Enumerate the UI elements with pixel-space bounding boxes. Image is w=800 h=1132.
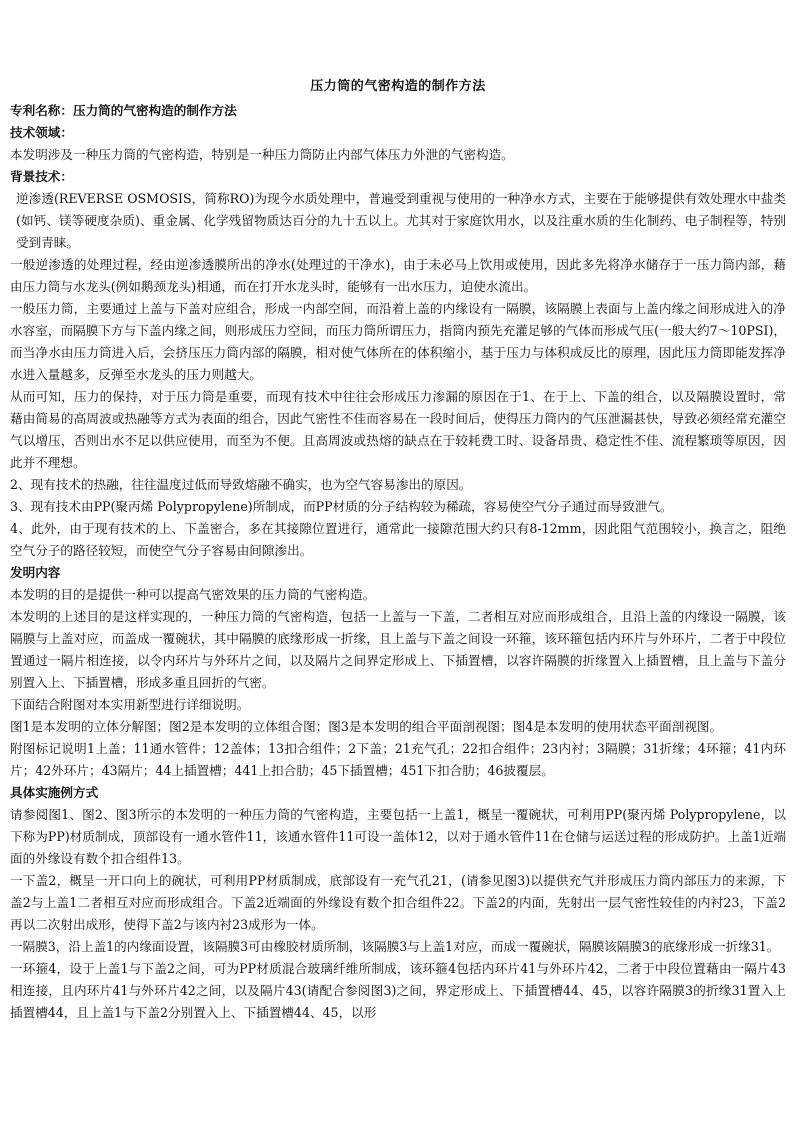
invention-paragraph: 本发明的上述目的是这样实现的，一种压力筒的气密构造，包括一上盖与一下盖，二者相互对应而形成组合，且沿上盖的内缘设一隔膜，该隔膜与上盖对应，而盖成一覆碗状，其中隔膜的底缘形成一折缘，且上盖与下盖之间设一环箍，该环箍包括内环片与外环片，二者于中段位置通过一隔片相连接，以令内环片与外环片之间，以及隔片之间界定形成上、下插置槽，以容许隔膜的折缘置入上插置槽，且上盖与下盖分别置入上、下插置槽，形成多重且回折的气密。: [10, 609, 786, 690]
embodiment-heading: 具体实施例方式: [10, 785, 99, 800]
background-paragraph: 逆渗透(REVERSE OSMOSIS，简称RO)为现今水质处理中，普遍受到重视与使用的一种净水方式，主要在于能够提供有效处理水中盐类(如钙、镁等硬度杂质)、重金属、化学残留物质达百分的九十五以上。尤其对于家庭饮用水，以及注重水质的生化制药、电子制程等，特别受到青睐。: [16, 191, 786, 250]
invention-paragraph: 附图标记说明1上盖；11通水管件；12盖体；13扣合组件；2下盖；21充气孔；22扣合组件；23内衬；3隔膜；31折缘；4环箍；41内环片；42外环片；43隔片；44上插置槽；441上扣合肋；45下插置槽；451下扣合肋；46披覆层。: [10, 741, 786, 778]
background-paragraph: 一般压力筒，主要通过上盖与下盖对应组合，形成一内部空间，而沿着上盖的内缘设有一隔膜，该隔膜上表面与上盖内缘之间形成进入的净水容室，而隔膜下方与下盖内缘之间，则形成压力空间，而压力筒所谓压力，指筒内预先充灌足够的气体而形成气压(一般大约7～10PSI)，而当净水由压力筒进入后，会挤压压力筒内部的隔膜，相对使气体所在的体积缩小，基于压力与体积成反比的原理，因此压力筒即能发挥净水进入量越多，反弹至水龙头的压力则越大。: [10, 301, 786, 382]
tech-field-paragraph: 本发明涉及一种压力筒的气密构造，特别是一种压力筒防止内部气体压力外泄的气密构造。: [10, 147, 514, 162]
background-heading: 背景技术：: [10, 169, 73, 184]
background-paragraph: 4、此外，由于现有技术的上、下盖密合，多在其接隙位置进行，通常此一接隙范围大约只有8-12mm，因此阻气范围较小，换言之，阻绝空气分子的路径较短，而使空气分子容易由间隙渗出。: [10, 521, 786, 558]
background-paragraph: 一般逆渗透的处理过程，经由逆渗透膜所出的净水(处理过的干净水)，由于未必马上饮用或使用，因此多先将净水储存于一压力筒内部，藉由压力筒与水龙头(例如鹅颈龙头)相通，而在打开水龙头时，能够有一出水压力，迫使水流出。: [10, 257, 786, 294]
background-paragraph: 从而可知，压力的保持，对于压力筒是重要，而现有技术中往往会形成压力渗漏的原因在于1、在于上、下盖的组合，以及隔膜设置时，常藉由简易的高周波或热融等方式为表面的组合，因此气密性不佳而容易在一段时间后，使得压力筒内的气压泄漏甚快，导致必须经常充灌空气以增压，否则出水不足以供应使用，而至为不便。且高周波或热熔的缺点在于较耗费工时、设备昂贵、稳定性不佳、流程繁琐等原因，因此并不理想。: [10, 389, 786, 470]
invention-paragraph: 下面结合附图对本实用新型进行详细说明。: [10, 697, 250, 712]
embodiment-paragraph: 请参阅图1、图2、图3所示的本发明的一种压力筒的气密构造，主要包括一上盖1，概呈一覆碗状，可利用PP(聚丙烯 Polypropylene，以下称为PP)材质制成，顶部设有一通水管件11，该通水管件11可设一盖体12，以对于通水管件11在仓储与运送过程的形成防护。上盖1近端面的外缘设有数个扣合组件13。: [10, 807, 786, 866]
document-title: 压力筒的气密构造的制作方法: [310, 79, 486, 94]
embodiment-paragraph: 一环箍4，设于上盖1与下盖2之间，可为PP材质混合玻璃纤维所制成，该环箍4包括内环片41与外环片42，二者于中段位置藉由一隔片43相连接，且内环片41与外环片42之间，以及隔片43(请配合参阅图3)之间，界定形成上、下插置槽44、45，以容许隔膜3的折缘31置入上插置槽44，且上盖1与下盖2分别置入上、下插置槽44、45，以形: [10, 961, 786, 1020]
invention-paragraph: 图1是本发明的立体分解图；图2是本发明的立体组合图；图3是本发明的组合平面剖视图；图4是本发明的使用状态平面剖视图。: [10, 719, 723, 734]
invention-heading: 发明内容: [10, 565, 61, 580]
invention-paragraph: 本发明的目的是提供一种可以提高气密效果的压力筒的气密构造。: [10, 587, 376, 602]
background-paragraph: 3、现有技术由PP(聚丙烯 Polypropylene)所制成，而PP材质的分子结构较为稀疏，容易使空气分子通过而导致泄气。: [10, 499, 673, 514]
embodiment-paragraph: 一隔膜3，沿上盖1的内缘面设置，该隔膜3可由橡胶材质所制，该隔膜3与上盖1对应，而成一覆碗状，隔膜该隔膜3的底缘形成一折缘31。: [10, 939, 780, 954]
embodiment-paragraph: 一下盖2，概呈一开口向上的碗状，可利用PP材质制成，底部设有一充气孔21，(请参见图3)以提供充气并形成压力筒内部压力的来源，下盖2与上盖1二者相互对应而形成组合。下盖2近端面的外缘设有数个扣合组件22。下盖2的内面，先射出一层气密性较佳的内衬23，下盖2再以二次射出成形，使得下盖2与该内衬23成形为一体。: [10, 873, 786, 932]
tech-field-heading: 技术领域：: [10, 125, 73, 140]
background-paragraph: 2、现有技术的热融，往往温度过低而导致熔融不确实，也为空气容易渗出的原因。: [10, 477, 472, 492]
patent-name: 专利名称：压力筒的气密构造的制作方法: [10, 103, 237, 118]
